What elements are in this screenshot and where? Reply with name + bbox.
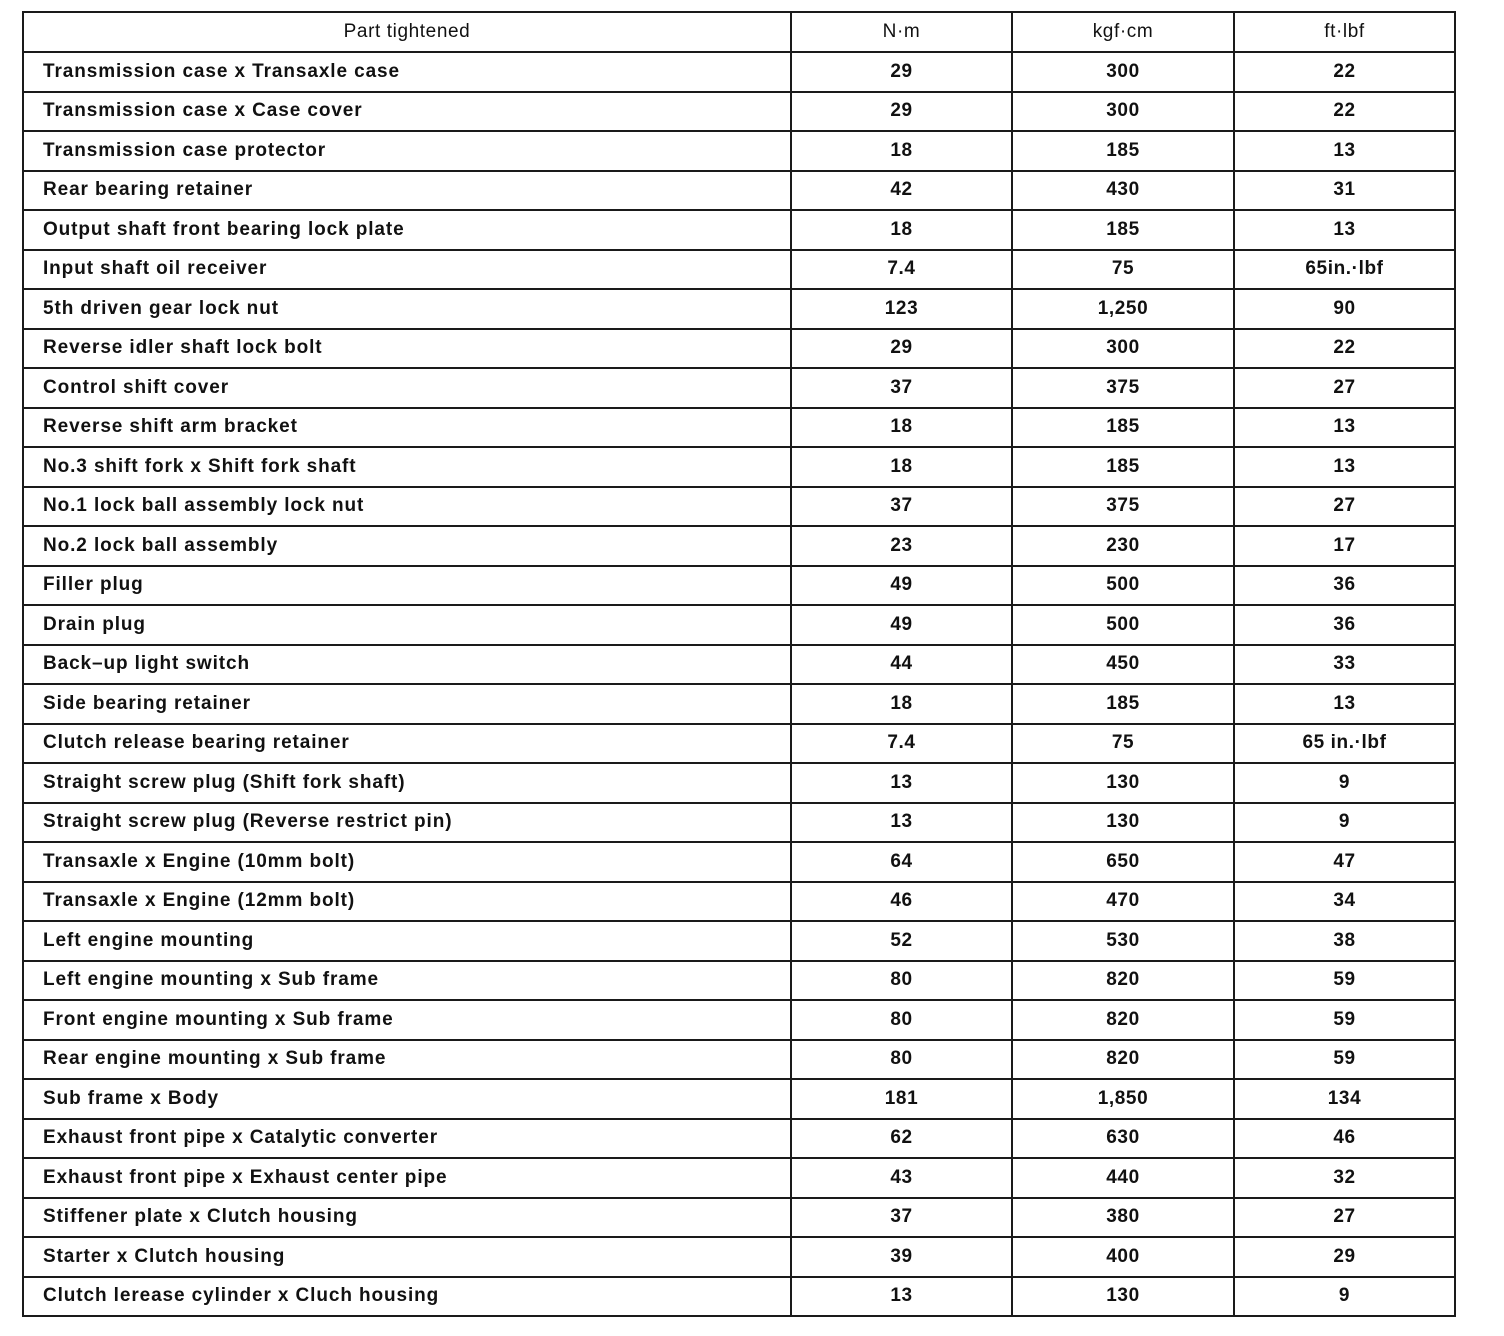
row-torque-nm: 18 <box>791 684 1012 724</box>
table-row <box>23 1040 1455 1080</box>
row-torque-nm: 18 <box>791 131 1012 171</box>
row-torque-nm: 80 <box>791 1040 1012 1080</box>
table-row <box>23 763 1455 803</box>
row-torque-ft-lbf: 13 <box>1234 210 1455 250</box>
table-row <box>23 961 1455 1001</box>
row-torque-nm: 42 <box>791 171 1012 211</box>
row-torque-ft-lbf: 134 <box>1234 1079 1455 1119</box>
row-part-name: Rear bearing retainer <box>23 171 791 211</box>
row-torque-nm: 18 <box>791 210 1012 250</box>
table-row <box>23 1198 1455 1238</box>
row-torque-kgf-cm: 430 <box>1012 171 1234 211</box>
row-torque-ft-lbf: 59 <box>1234 961 1455 1001</box>
row-torque-kgf-cm: 130 <box>1012 763 1234 803</box>
table-row <box>23 882 1455 922</box>
row-torque-kgf-cm: 300 <box>1012 329 1234 369</box>
row-torque-ft-lbf: 90 <box>1234 289 1455 329</box>
table-row <box>23 803 1455 843</box>
row-part-name: Exhaust front pipe x Catalytic converter <box>23 1119 791 1159</box>
row-torque-kgf-cm: 375 <box>1012 368 1234 408</box>
row-part-name: Filler plug <box>23 566 791 606</box>
row-torque-nm: 49 <box>791 566 1012 606</box>
row-part-name: Starter x Clutch housing <box>23 1237 791 1277</box>
row-torque-ft-lbf: 22 <box>1234 92 1455 132</box>
row-torque-nm: 52 <box>791 921 1012 961</box>
row-torque-ft-lbf: 9 <box>1234 763 1455 803</box>
table-row <box>23 487 1455 527</box>
row-torque-kgf-cm: 130 <box>1012 1277 1234 1317</box>
row-part-name: Output shaft front bearing lock plate <box>23 210 791 250</box>
row-torque-ft-lbf: 27 <box>1234 368 1455 408</box>
row-part-name: Drain plug <box>23 605 791 645</box>
row-torque-nm: 44 <box>791 645 1012 685</box>
row-torque-ft-lbf: 27 <box>1234 1198 1455 1238</box>
row-part-name: No.3 shift fork x Shift fork shaft <box>23 447 791 487</box>
row-torque-nm: 37 <box>791 368 1012 408</box>
row-torque-ft-lbf: 36 <box>1234 605 1455 645</box>
row-torque-kgf-cm: 375 <box>1012 487 1234 527</box>
table-row <box>23 842 1455 882</box>
row-torque-ft-lbf: 13 <box>1234 131 1455 171</box>
row-torque-ft-lbf: 65 in.·lbf <box>1234 724 1455 764</box>
row-torque-kgf-cm: 75 <box>1012 250 1234 290</box>
row-torque-ft-lbf: 31 <box>1234 171 1455 211</box>
row-torque-ft-lbf: 9 <box>1234 1277 1455 1317</box>
row-part-name: Straight screw plug (Reverse restrict pin) <box>23 803 791 843</box>
table-row <box>23 684 1455 724</box>
table-row <box>23 566 1455 606</box>
row-torque-nm: 13 <box>791 1277 1012 1317</box>
row-torque-kgf-cm: 230 <box>1012 526 1234 566</box>
torque-spec-sheet <box>22 11 1454 1317</box>
row-torque-kgf-cm: 185 <box>1012 210 1234 250</box>
row-torque-nm: 13 <box>791 763 1012 803</box>
row-part-name: Stiffener plate x Clutch housing <box>23 1198 791 1238</box>
table-row <box>23 1079 1455 1119</box>
row-torque-ft-lbf: 46 <box>1234 1119 1455 1159</box>
row-torque-ft-lbf: 36 <box>1234 566 1455 606</box>
row-part-name: No.1 lock ball assembly lock nut <box>23 487 791 527</box>
table-row <box>23 329 1455 369</box>
row-torque-nm: 13 <box>791 803 1012 843</box>
row-torque-nm: 62 <box>791 1119 1012 1159</box>
table-row <box>23 1277 1455 1317</box>
row-torque-nm: 39 <box>791 1237 1012 1277</box>
row-torque-ft-lbf: 22 <box>1234 52 1455 92</box>
row-part-name: Clutch release bearing retainer <box>23 724 791 764</box>
row-part-name: Side bearing retainer <box>23 684 791 724</box>
row-torque-nm: 80 <box>791 961 1012 1001</box>
row-torque-kgf-cm: 185 <box>1012 131 1234 171</box>
row-torque-ft-lbf: 47 <box>1234 842 1455 882</box>
row-part-name: Transmission case protector <box>23 131 791 171</box>
row-torque-kgf-cm: 185 <box>1012 408 1234 448</box>
table-row <box>23 1158 1455 1198</box>
header-kgf-cm: kgf·cm <box>1012 12 1234 52</box>
row-torque-nm: 37 <box>791 1198 1012 1238</box>
row-part-name: Control shift cover <box>23 368 791 408</box>
row-torque-nm: 29 <box>791 329 1012 369</box>
row-torque-nm: 123 <box>791 289 1012 329</box>
table-row <box>23 210 1455 250</box>
table-row <box>23 250 1455 290</box>
header-part-tightened: Part tightened <box>23 12 791 52</box>
row-part-name: Reverse shift arm bracket <box>23 408 791 448</box>
row-part-name: Clutch lerease cylinder x Cluch housing <box>23 1277 791 1317</box>
row-part-name: Left engine mounting <box>23 921 791 961</box>
row-part-name: Transmission case x Case cover <box>23 92 791 132</box>
row-part-name: 5th driven gear lock nut <box>23 289 791 329</box>
table-row <box>23 368 1455 408</box>
row-torque-ft-lbf: 13 <box>1234 447 1455 487</box>
table-row <box>23 289 1455 329</box>
row-torque-ft-lbf: 38 <box>1234 921 1455 961</box>
row-part-name: Input shaft oil receiver <box>23 250 791 290</box>
row-part-name: Rear engine mounting x Sub frame <box>23 1040 791 1080</box>
row-torque-kgf-cm: 820 <box>1012 961 1234 1001</box>
row-torque-nm: 64 <box>791 842 1012 882</box>
row-torque-kgf-cm: 380 <box>1012 1198 1234 1238</box>
table-row <box>23 1237 1455 1277</box>
row-torque-kgf-cm: 630 <box>1012 1119 1234 1159</box>
row-torque-nm: 80 <box>791 1000 1012 1040</box>
row-torque-nm: 18 <box>791 408 1012 448</box>
row-torque-nm: 49 <box>791 605 1012 645</box>
row-torque-nm: 37 <box>791 487 1012 527</box>
table-row <box>23 1000 1455 1040</box>
row-torque-kgf-cm: 1,250 <box>1012 289 1234 329</box>
row-part-name: Reverse idler shaft lock bolt <box>23 329 791 369</box>
row-part-name: Sub frame x Body <box>23 1079 791 1119</box>
row-torque-kgf-cm: 470 <box>1012 882 1234 922</box>
row-torque-nm: 29 <box>791 92 1012 132</box>
row-torque-ft-lbf: 27 <box>1234 487 1455 527</box>
table-row <box>23 645 1455 685</box>
row-torque-kgf-cm: 500 <box>1012 566 1234 606</box>
row-torque-ft-lbf: 32 <box>1234 1158 1455 1198</box>
row-torque-kgf-cm: 820 <box>1012 1000 1234 1040</box>
row-torque-kgf-cm: 1,850 <box>1012 1079 1234 1119</box>
table-row <box>23 52 1455 92</box>
row-part-name: No.2 lock ball assembly <box>23 526 791 566</box>
row-torque-kgf-cm: 75 <box>1012 724 1234 764</box>
table-header-row <box>23 12 1455 52</box>
row-part-name: Left engine mounting x Sub frame <box>23 961 791 1001</box>
row-torque-kgf-cm: 130 <box>1012 803 1234 843</box>
row-part-name: Transaxle x Engine (12mm bolt) <box>23 882 791 922</box>
row-torque-nm: 181 <box>791 1079 1012 1119</box>
row-torque-kgf-cm: 500 <box>1012 605 1234 645</box>
row-torque-ft-lbf: 17 <box>1234 526 1455 566</box>
row-torque-kgf-cm: 185 <box>1012 447 1234 487</box>
row-torque-kgf-cm: 820 <box>1012 1040 1234 1080</box>
table-body <box>23 52 1455 1316</box>
row-torque-ft-lbf: 13 <box>1234 684 1455 724</box>
row-torque-kgf-cm: 450 <box>1012 645 1234 685</box>
row-part-name: Straight screw plug (Shift fork shaft) <box>23 763 791 803</box>
row-torque-nm: 46 <box>791 882 1012 922</box>
header-ft-lbf: ft·lbf <box>1234 12 1455 52</box>
row-torque-ft-lbf: 34 <box>1234 882 1455 922</box>
row-torque-kgf-cm: 650 <box>1012 842 1234 882</box>
row-torque-nm: 43 <box>791 1158 1012 1198</box>
row-torque-kgf-cm: 185 <box>1012 684 1234 724</box>
table-row <box>23 526 1455 566</box>
row-torque-nm: 7.4 <box>791 724 1012 764</box>
table-row <box>23 1119 1455 1159</box>
row-torque-kgf-cm: 300 <box>1012 52 1234 92</box>
row-torque-ft-lbf: 59 <box>1234 1040 1455 1080</box>
torque-spec-table <box>22 11 1456 1317</box>
table-row <box>23 724 1455 764</box>
row-part-name: Front engine mounting x Sub frame <box>23 1000 791 1040</box>
table-row <box>23 447 1455 487</box>
table-row <box>23 92 1455 132</box>
table-row <box>23 131 1455 171</box>
row-torque-kgf-cm: 300 <box>1012 92 1234 132</box>
row-torque-nm: 29 <box>791 52 1012 92</box>
row-part-name: Transaxle x Engine (10mm bolt) <box>23 842 791 882</box>
table-row <box>23 921 1455 961</box>
row-torque-ft-lbf: 65in.·lbf <box>1234 250 1455 290</box>
row-torque-kgf-cm: 440 <box>1012 1158 1234 1198</box>
row-torque-ft-lbf: 33 <box>1234 645 1455 685</box>
table-row <box>23 605 1455 645</box>
row-torque-ft-lbf: 22 <box>1234 329 1455 369</box>
table-row <box>23 171 1455 211</box>
table-row <box>23 408 1455 448</box>
row-torque-ft-lbf: 29 <box>1234 1237 1455 1277</box>
row-part-name: Back–up light switch <box>23 645 791 685</box>
row-torque-ft-lbf: 9 <box>1234 803 1455 843</box>
row-part-name: Transmission case x Transaxle case <box>23 52 791 92</box>
row-torque-kgf-cm: 400 <box>1012 1237 1234 1277</box>
row-torque-ft-lbf: 13 <box>1234 408 1455 448</box>
row-torque-kgf-cm: 530 <box>1012 921 1234 961</box>
row-torque-nm: 18 <box>791 447 1012 487</box>
row-part-name: Exhaust front pipe x Exhaust center pipe <box>23 1158 791 1198</box>
row-torque-ft-lbf: 59 <box>1234 1000 1455 1040</box>
header-nm: N·m <box>791 12 1012 52</box>
row-torque-nm: 23 <box>791 526 1012 566</box>
row-torque-nm: 7.4 <box>791 250 1012 290</box>
